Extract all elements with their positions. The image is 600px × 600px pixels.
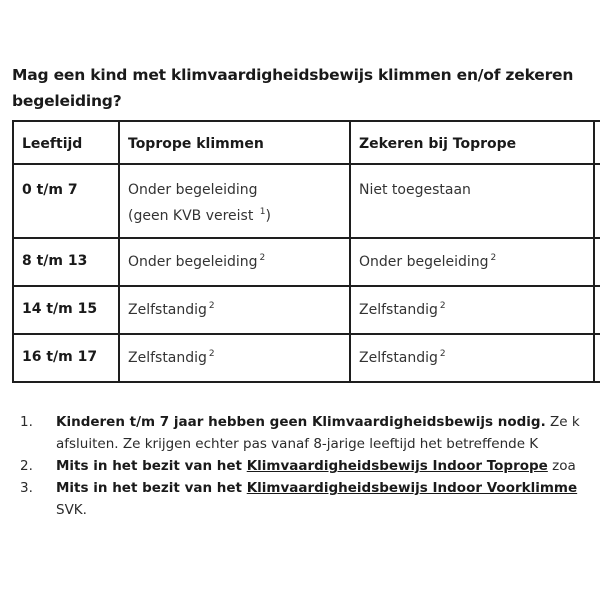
cell-toprope-line2: (geen KVB vereist $^1$) xyxy=(128,207,271,224)
footnote-text: afsluiten. Ze krijgen echter pas vanaf 8-jarige leeftijd het betreffende K xyxy=(56,436,539,452)
link-kvb-indoor-voorklimmen[interactable]: Klimvaardigheidsbewijs Indoor Voorklimme xyxy=(246,480,578,496)
cell-zekeren-text: Zelfstandig xyxy=(359,350,438,366)
footnote-ref: 2 xyxy=(208,349,215,359)
cell-toprope-text: Zelfstandig xyxy=(128,350,207,366)
footnote-body xyxy=(56,455,576,477)
cell-toprope xyxy=(119,286,350,334)
table-row xyxy=(13,164,600,238)
header-zekeren-bij-toprope: Zekeren bij Toprope xyxy=(350,121,594,164)
footnote-1 xyxy=(20,411,600,433)
footnote-3 xyxy=(20,477,600,499)
footnote-text: zoa xyxy=(547,458,576,474)
footnotes-list xyxy=(20,411,600,521)
cell-age: 8 t/m 13 xyxy=(13,238,119,286)
cell-extra xyxy=(594,286,600,334)
header-leeftijd: Leeftijd xyxy=(13,121,119,164)
cell-toprope-text: Onder begeleiding xyxy=(128,254,258,270)
cell-age: 14 t/m 15 xyxy=(13,286,119,334)
cell-zekeren-text: Zelfstandig xyxy=(359,302,438,318)
cell-zekeren xyxy=(350,286,594,334)
header-toprope-klimmen: Toprope klimmen xyxy=(119,121,350,164)
cell-toprope xyxy=(119,334,350,382)
age-rules-table xyxy=(12,120,600,383)
footnote-bold-text: Mits in het bezit van het xyxy=(56,480,247,496)
cell-extra xyxy=(594,334,600,382)
link-kvb-indoor-toprope[interactable]: Klimvaardigheidsbewijs Indoor Toprope xyxy=(246,458,548,474)
footnote-number: 3. xyxy=(20,480,33,496)
page-title xyxy=(12,62,600,114)
footnote-ref: 2 xyxy=(259,253,266,263)
footnote-1-continued xyxy=(20,433,600,455)
cell-age: 16 t/m 17 xyxy=(13,334,119,382)
title-line-2: begeleiding? xyxy=(12,92,122,110)
cell-extra xyxy=(594,238,600,286)
cell-toprope-line1: Onder begeleiding xyxy=(128,182,258,198)
cell-zekeren xyxy=(350,238,594,286)
footnote-3-continued xyxy=(20,499,600,521)
cell-toprope xyxy=(119,164,350,238)
footnote-ref: 2 xyxy=(490,253,497,263)
footnote-indent xyxy=(20,433,56,455)
footnote-number: 2. xyxy=(20,458,33,474)
cell-zekeren xyxy=(350,334,594,382)
footnote-bold-text: Mits in het bezit van het xyxy=(56,458,247,474)
footnote-ref: 2 xyxy=(208,301,215,311)
cell-age: 0 t/m 7 xyxy=(13,164,119,238)
header-cut-off xyxy=(594,121,600,164)
footnote-text: Ze k xyxy=(545,414,580,430)
cell-zekeren xyxy=(350,164,594,238)
footnote-ref: 1 xyxy=(259,207,266,217)
cell-zekeren-text: Niet toegestaan xyxy=(359,182,471,198)
footnote-indent xyxy=(20,499,56,521)
footnote-2 xyxy=(20,455,600,477)
footnote-ref: 2 xyxy=(439,301,446,311)
footnote-body xyxy=(56,411,580,433)
footnote-ref: 2 xyxy=(439,349,446,359)
cell-extra xyxy=(594,164,600,238)
title-line-1: Mag een kind met klimvaardigheidsbewijs klimmen en/of zekeren xyxy=(12,66,574,84)
table-header-row xyxy=(13,121,600,164)
table-row xyxy=(13,238,600,286)
footnote-text: SVK. xyxy=(56,502,87,518)
table-row xyxy=(13,334,600,382)
footnote-bold-text: Kinderen t/m 7 jaar hebben geen Klimvaardigheidsbewijs nodig. xyxy=(56,414,546,430)
footnote-body xyxy=(56,477,577,499)
cell-toprope-note: (geen KVB vereist xyxy=(128,208,254,224)
table-row xyxy=(13,286,600,334)
footnote-number: 1. xyxy=(20,414,33,430)
cell-zekeren-text: Onder begeleiding xyxy=(359,254,489,270)
cell-toprope xyxy=(119,238,350,286)
cell-toprope-text: Zelfstandig xyxy=(128,302,207,318)
